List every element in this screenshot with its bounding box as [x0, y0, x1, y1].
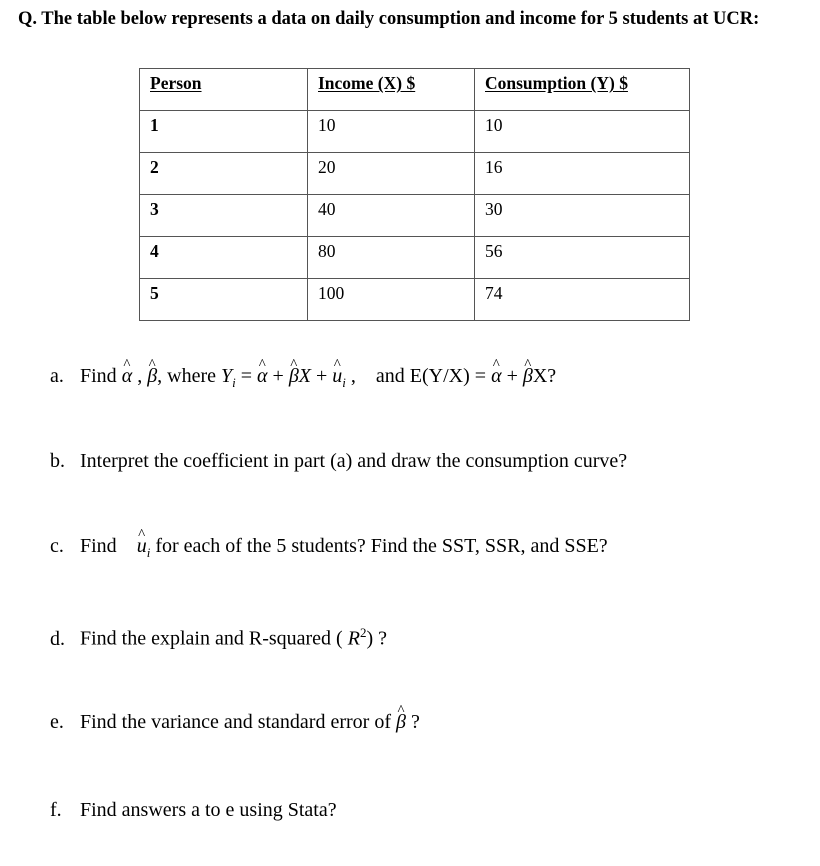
cell-person: 5 — [140, 279, 308, 321]
beta-hat-symbol: ^ β — [289, 363, 299, 389]
i-subscript: i — [342, 375, 346, 390]
part-b-text: Interpret the coefficient in part (a) and draw the consumption curve? — [80, 450, 628, 472]
part-a-and: and E(Y/X) = — [375, 365, 487, 387]
i-subscript: i — [146, 545, 151, 560]
question-text: Q. The table below represents a data on daily consumption and income for 5 students at UCR: — [18, 9, 760, 29]
u-hat-symbol: ^ u — [332, 363, 342, 389]
squared-superscript: 2 — [359, 625, 367, 640]
part-e-letter: e. — [50, 711, 64, 733]
alpha-hat-symbol: ^ α — [257, 363, 268, 389]
table-row — [140, 153, 690, 195]
cell-income: 40 — [308, 195, 475, 237]
part-f — [50, 797, 337, 823]
comma-symbol: , — [350, 365, 356, 387]
cell-consumption: 30 — [475, 195, 690, 237]
equals-symbol: = — [240, 365, 253, 387]
table-row — [140, 279, 690, 321]
part-f-letter: f. — [50, 799, 62, 821]
i-subscript: i — [232, 375, 236, 390]
part-b — [50, 448, 627, 474]
header-income: Income (X) $ — [308, 69, 475, 111]
part-c-find: Find — [80, 535, 117, 557]
cell-person: 3 — [140, 195, 308, 237]
header-person: Person — [140, 69, 308, 111]
cell-consumption: 10 — [475, 111, 690, 153]
cell-consumption: 56 — [475, 237, 690, 279]
table-row — [140, 195, 690, 237]
beta-hat-symbol: ^ β — [396, 709, 406, 735]
table-header-row — [140, 69, 690, 111]
data-table — [139, 68, 690, 321]
part-a-letter: a. — [50, 365, 64, 387]
comma-symbol: , — [137, 365, 143, 387]
cell-person: 1 — [140, 111, 308, 153]
cell-income: 80 — [308, 237, 475, 279]
part-d-text: Find the explain and R-squared ( — [80, 627, 343, 650]
u-hat-symbol: ^ u — [137, 533, 147, 559]
cell-income: 20 — [308, 153, 475, 195]
part-a — [50, 363, 556, 396]
cell-income: 10 — [308, 111, 475, 153]
plus-symbol: + — [506, 365, 518, 387]
part-b-letter: b. — [50, 450, 65, 472]
part-d — [50, 620, 387, 652]
part-a-find: Find — [80, 365, 117, 387]
table-row — [140, 237, 690, 279]
cell-income: 100 — [308, 279, 475, 321]
beta-hat-symbol: ^ β — [523, 363, 533, 389]
part-e-text: Find the variance and standard error of — [80, 711, 391, 733]
part-a-where: , where — [157, 365, 217, 387]
r-symbol: R — [347, 627, 360, 650]
part-a-x-question: X? — [532, 365, 557, 387]
beta-hat-symbol: ^ β — [147, 363, 157, 389]
y-symbol: Y — [221, 365, 233, 387]
part-e — [50, 709, 420, 735]
header-consumption: Consumption (Y) $ — [475, 69, 690, 111]
part-d-letter: d. — [50, 627, 65, 650]
part-c-text: for each of the 5 students? Find the SST, SSR, and SSE? — [155, 535, 608, 557]
cell-consumption: 16 — [475, 153, 690, 195]
cell-consumption: 74 — [475, 279, 690, 321]
part-c — [50, 533, 608, 566]
part-c-letter: c. — [50, 535, 64, 557]
part-f-text: Find answers a to e using Stata? — [80, 799, 337, 821]
plus-symbol: + — [316, 365, 328, 387]
plus-symbol: + — [272, 365, 284, 387]
alpha-hat-symbol: ^ α — [122, 363, 133, 389]
alpha-hat-symbol: ^ α — [491, 363, 502, 389]
cell-person: 4 — [140, 237, 308, 279]
part-d-close: ) ? — [366, 627, 387, 650]
x-symbol: X — [298, 365, 312, 387]
part-e-close: ? — [410, 711, 420, 733]
table-row — [140, 111, 690, 153]
cell-person: 2 — [140, 153, 308, 195]
